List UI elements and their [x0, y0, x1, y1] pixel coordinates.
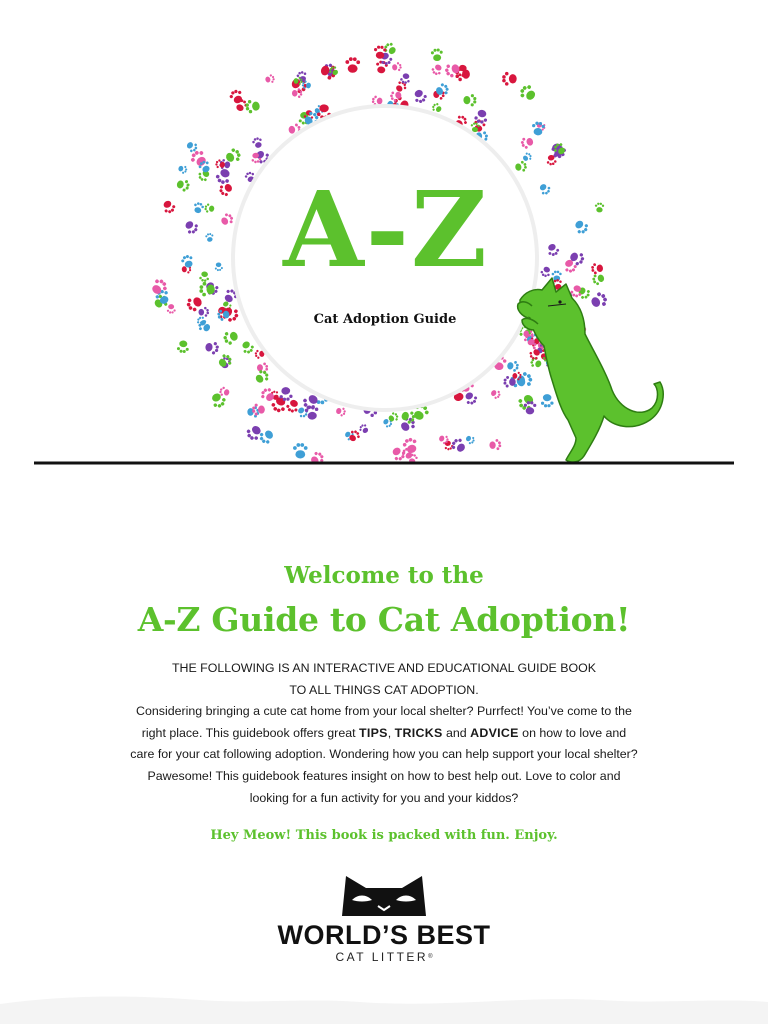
- paw-print-icon: [214, 262, 223, 271]
- intro-and: and: [442, 725, 471, 740]
- paw-print-icon: [251, 136, 264, 149]
- brand-name: WORLD’S BEST: [277, 920, 491, 950]
- paw-print-icon: [204, 203, 215, 213]
- cover-subtitle: Cat Adoption Guide: [313, 312, 457, 327]
- paw-print-icon: [199, 271, 210, 282]
- cat-icon: [518, 278, 664, 462]
- paw-print-icon: [240, 339, 256, 355]
- paw-print-icon: [259, 386, 277, 404]
- intro-comma: ,: [387, 725, 395, 740]
- paw-print-icon: [217, 181, 234, 198]
- paw-print-icon: [345, 57, 360, 73]
- paw-print-icon: [387, 411, 400, 424]
- paw-print-icon: [539, 265, 552, 278]
- brand-logo: [270, 872, 498, 964]
- paw-print-icon: [198, 307, 209, 318]
- paw-print-icon: [399, 72, 411, 84]
- paw-print-icon: [192, 201, 205, 214]
- intro-caps-line-1: THE FOLLOWING IS AN INTERACTIVE AND EDUCATIONAL GUIDE BOOK: [171, 661, 597, 675]
- paw-print-icon: [214, 167, 233, 186]
- paw-print-icon: [541, 394, 554, 407]
- paw-print-icon: [264, 74, 275, 85]
- paw-print-icon: [253, 368, 271, 386]
- paw-print-icon: [502, 72, 517, 86]
- paw-print-icon: [591, 272, 605, 286]
- paw-print-icon: [292, 88, 303, 98]
- brand-subtitle: [270, 950, 498, 964]
- paw-print-icon: [520, 135, 535, 149]
- tagline: Hey Meow! This book is packed with fun. Enjoy.: [210, 828, 558, 843]
- paw-print-icon: [228, 88, 245, 105]
- paw-print-icon: [197, 318, 213, 334]
- paw-print-icon: [167, 304, 176, 314]
- paw-print-icon: [391, 62, 402, 73]
- paw-print-icon: [489, 439, 502, 451]
- paw-print-icon: [335, 406, 347, 417]
- paw-print-icon: [430, 63, 444, 77]
- paw-print-icon: [463, 390, 479, 406]
- paw-print-icon: [507, 360, 520, 372]
- page-title: A-Z Guide to Cat Adoption!: [137, 600, 631, 639]
- tips-emphasis: TIPS: [358, 725, 388, 740]
- az-title: A-Z: [283, 168, 489, 291]
- brand-sub-text: CAT LITTER: [335, 950, 429, 964]
- paw-print-icon: [546, 242, 561, 257]
- paw-print-icon: [205, 233, 214, 243]
- paw-print-icon: [308, 450, 326, 467]
- paw-print-icon: [572, 218, 590, 236]
- paw-print-icon: [177, 164, 188, 175]
- paw-print-icon: [175, 178, 190, 193]
- paw-print-icon: [222, 329, 240, 346]
- intro-caps-line-2: TO ALL THINGS CAT ADOPTION.: [289, 682, 479, 697]
- paw-print-icon: [180, 254, 195, 270]
- paw-print-icon: [595, 203, 604, 213]
- paw-print-icon: [518, 83, 539, 104]
- intro-paragraph: [130, 701, 638, 809]
- paw-print-icon: [412, 88, 429, 105]
- paw-print-icon: [245, 99, 260, 113]
- paw-print-icon: [204, 340, 219, 355]
- paw-print-icon: [463, 94, 476, 107]
- paw-print-icon: [219, 212, 235, 228]
- paw-print-icon: [257, 363, 268, 374]
- paw-print-icon: [177, 340, 190, 353]
- intro-para-b: on how to love and care for your cat following adoption. Wondering how you can help support your local shelter? Pawesome! This guidebook features insight on how to best help out. Love to color and looking for a fun activity for you and your kiddos?: [130, 725, 638, 805]
- paw-print-icon: [358, 423, 370, 435]
- intro-body: [130, 658, 638, 809]
- tricks-emphasis: TRICKS: [394, 725, 443, 740]
- paw-print-icon: [443, 440, 454, 452]
- paw-print-icon: [293, 443, 308, 458]
- paw-print-icon: [161, 199, 177, 215]
- advice-emphasis: ADVICE: [470, 725, 519, 740]
- paw-print-icon: [464, 434, 476, 446]
- intro-para-a: Considering bringing a cute cat home from your local shelter? Purrfect! You’ve come to the right place. This guidebook offers great: [136, 704, 632, 740]
- welcome-heading: Welcome to the: [284, 562, 484, 589]
- paw-print-icon: [589, 290, 609, 310]
- paw-print-icon: [390, 445, 408, 463]
- paw-print-icon: [537, 182, 552, 197]
- paw-print-icon: [591, 263, 604, 275]
- paw-print-icon: [431, 48, 444, 61]
- registered-mark: ®: [428, 954, 433, 960]
- paw-print-icon: [183, 218, 201, 236]
- footer-decoration: [0, 990, 768, 1024]
- cat-head-logo-icon: [336, 872, 432, 918]
- paw-print-icon: [489, 388, 501, 400]
- hero-illustration: [0, 0, 768, 480]
